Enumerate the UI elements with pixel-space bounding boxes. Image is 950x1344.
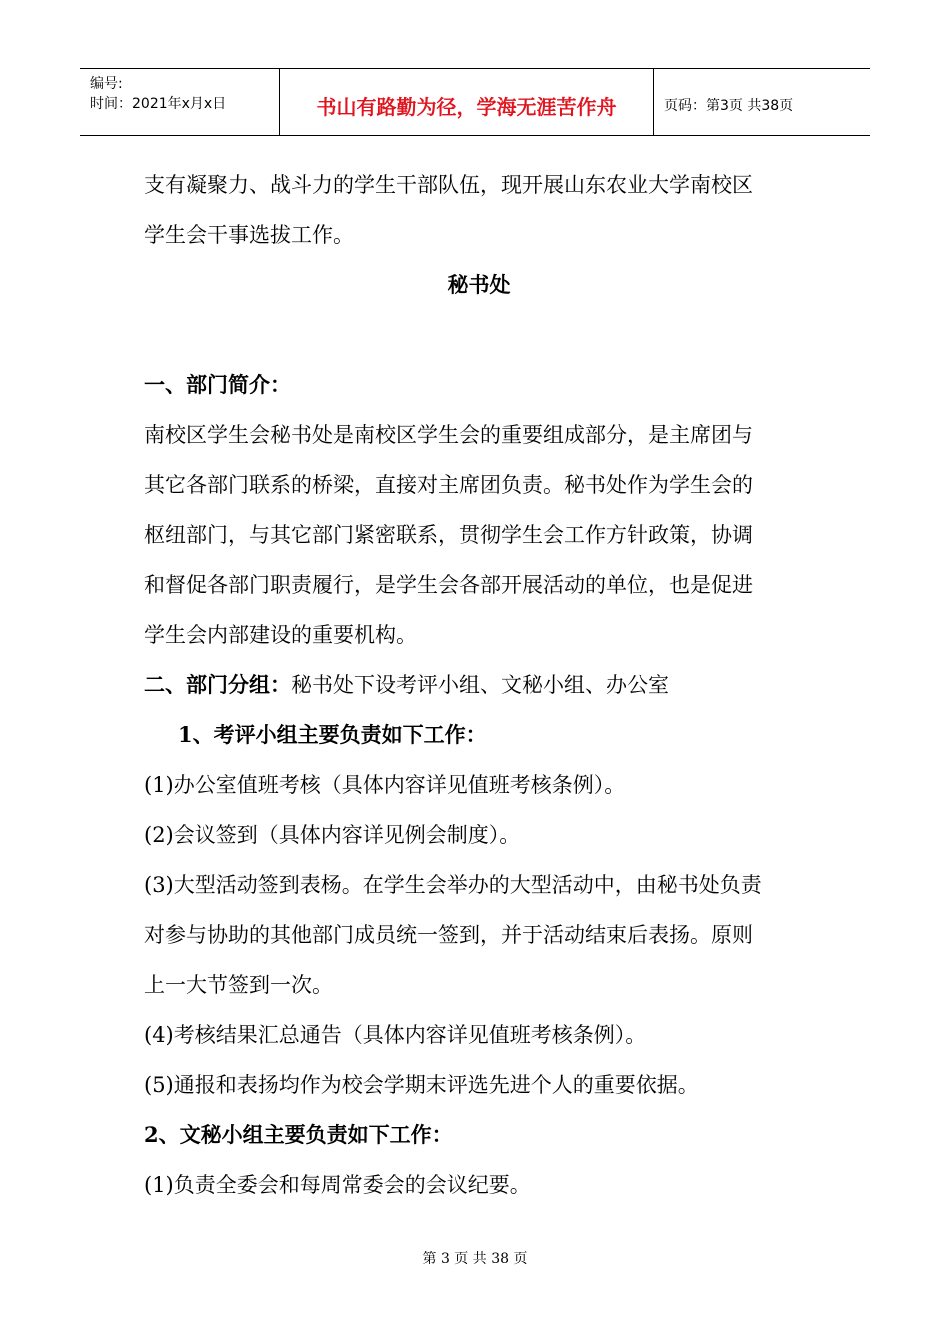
- list-item: 对参与协助的其他部门成员统一签到，并于活动结束后表扬。原则: [144, 923, 753, 947]
- list-item: (3)大型活动签到表杨。在学生会举办的大型活动中，由秘书处负责: [144, 873, 762, 897]
- group-heading-evaluation: 1、考评小组主要负责如下工作：: [178, 722, 487, 747]
- document-body: [144, 160, 814, 1210]
- header-motto: 书山有路勤为径，学海无涯苦作舟: [316, 95, 617, 119]
- spacer: [144, 310, 814, 360]
- paragraph-line: 枢纽部门，与其它部门紧密联系，贯彻学生会工作方针政策，协调: [144, 523, 753, 547]
- header-page-info: 页码：第3页 共38页: [664, 98, 794, 114]
- header-meta-cell: [80, 69, 280, 135]
- list-item: 上一大节签到一次。: [144, 973, 333, 997]
- paragraph-line: 南校区学生会秘书处是南校区学生会的重要组成部分，是主席团与: [144, 423, 753, 447]
- groups-heading-label: 二、部门分组：: [144, 672, 291, 697]
- list-item: (1)负责全委会和每周常委会的会议纪要。: [144, 1173, 531, 1197]
- section-heading-groups: [144, 660, 814, 710]
- page-footer: 第 3 页 共 38 页: [422, 1251, 528, 1267]
- document-number-label: 编号:: [90, 76, 123, 92]
- group-heading-secretarial: 2、文秘小组主要负责如下工作：: [144, 1122, 453, 1147]
- header-motto-cell: [280, 69, 654, 135]
- list-item: (2)会议签到（具体内容详见例会制度）。: [144, 823, 521, 847]
- document-date-label: 时间：2021年x月x日: [90, 96, 227, 112]
- list-item: (5)通报和表扬均作为校会学期末评选先进个人的重要依据。: [144, 1073, 699, 1097]
- section-title: 秘书处: [447, 272, 511, 297]
- list-item: (4)考核结果汇总通告（具体内容详见值班考核条例）。: [144, 1023, 647, 1047]
- section-heading-intro: 一、部门简介：: [144, 372, 291, 397]
- paragraph-line: 学生会内部建设的重要机构。: [144, 623, 417, 647]
- header-page-cell: [654, 69, 870, 135]
- intro-line: 学生会干事选拔工作。: [144, 223, 354, 247]
- paragraph-line: 和督促各部门职责履行，是学生会各部开展活动的单位，也是促进: [144, 573, 753, 597]
- paragraph-line: 其它各部门联系的桥梁，直接对主席团负责。秘书处作为学生会的: [144, 473, 753, 497]
- groups-heading-text: 秘书处下设考评小组、文秘小组、办公室: [291, 673, 669, 697]
- list-item: (1)办公室值班考核（具体内容详见值班考核条例）。: [144, 773, 626, 797]
- intro-line: 支有凝聚力、战斗力的学生干部队伍，现开展山东农业大学南校区: [144, 173, 753, 197]
- page-header: [80, 68, 870, 136]
